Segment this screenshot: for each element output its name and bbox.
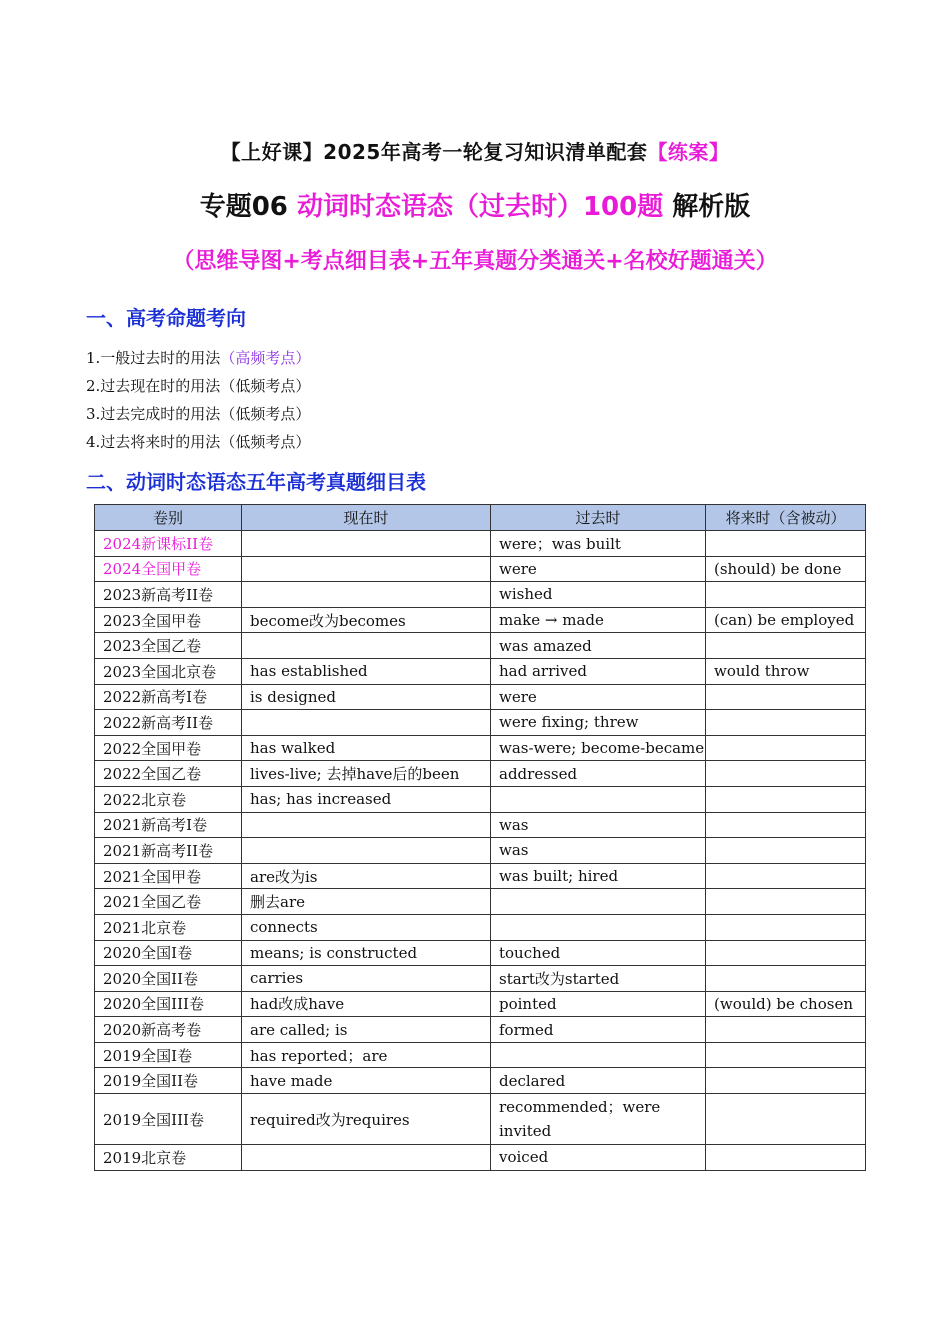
table-cell: are改为is <box>242 863 491 889</box>
table-cell: formed <box>491 1017 706 1043</box>
table-cell: 2022新高考I卷 <box>95 684 242 710</box>
table-cell: make → made <box>491 607 706 633</box>
table-cell: would throw <box>706 658 866 684</box>
table-row <box>95 1042 866 1068</box>
doc-title-line1 <box>0 136 950 165</box>
table-cell: 2023新高考II卷 <box>95 582 242 608</box>
table-cell: 2022新高考II卷 <box>95 710 242 736</box>
table-cell: 2019全国III卷 <box>95 1094 242 1145</box>
table-cell: had改成have <box>242 991 491 1017</box>
table-cell: (should) be done <box>706 556 866 582</box>
table-cell <box>242 710 491 736</box>
table-cell <box>242 556 491 582</box>
table-cell <box>491 914 706 940</box>
table-cell: 2021新高考I卷 <box>95 812 242 838</box>
table-cell <box>706 531 866 557</box>
table-cell: recommended；were invited <box>491 1094 706 1145</box>
table-cell <box>706 966 866 992</box>
table-cell <box>706 761 866 787</box>
table-cell <box>706 863 866 889</box>
table-cell <box>706 889 866 915</box>
column-header: 现在时 <box>242 505 491 531</box>
table-row <box>95 940 866 966</box>
table-cell <box>242 838 491 864</box>
table-cell: means; is constructed <box>242 940 491 966</box>
table-cell: connects <box>242 914 491 940</box>
exam-table <box>94 504 866 1171</box>
table-row <box>95 863 866 889</box>
table-cell <box>706 1145 866 1171</box>
table-cell: 2023全国甲卷 <box>95 607 242 633</box>
table-cell: 2023全国乙卷 <box>95 633 242 659</box>
table-cell: were；was built <box>491 531 706 557</box>
column-header: 过去时 <box>491 505 706 531</box>
table-body <box>95 531 866 1171</box>
table-row <box>95 1094 866 1145</box>
section2-heading: 二、动词时态语态五年高考真题细目表 <box>86 470 426 494</box>
column-header: 卷别 <box>95 505 242 531</box>
table-cell: lives-live; 去掉have后的been <box>242 761 491 787</box>
title-highlight: 【练案】 <box>647 140 730 164</box>
table-cell <box>491 786 706 812</box>
table-cell <box>706 940 866 966</box>
table-row <box>95 556 866 582</box>
table-cell: had arrived <box>491 658 706 684</box>
table-cell <box>242 531 491 557</box>
table-row <box>95 889 866 915</box>
table-cell: 2021全国乙卷 <box>95 889 242 915</box>
table-cell: 2020全国II卷 <box>95 966 242 992</box>
table-cell: has walked <box>242 735 491 761</box>
edition-label: 解析版 <box>663 192 751 222</box>
table-cell <box>706 735 866 761</box>
table-cell <box>242 812 491 838</box>
table-cell: 2020全国III卷 <box>95 991 242 1017</box>
table-cell <box>491 889 706 915</box>
table-cell: pointed <box>491 991 706 1017</box>
table-row <box>95 1145 866 1171</box>
list-item: 4.过去将来时的用法（低频考点） <box>86 433 311 451</box>
list-item: 2.过去现在时的用法（低频考点） <box>86 377 311 395</box>
table-cell: 2021全国甲卷 <box>95 863 242 889</box>
table-cell: 2024全国甲卷 <box>95 556 242 582</box>
list-item: 3.过去完成时的用法（低频考点） <box>86 405 311 423</box>
table-cell <box>706 812 866 838</box>
table-cell <box>706 1017 866 1043</box>
table-row <box>95 710 866 736</box>
table-cell: voiced <box>491 1145 706 1171</box>
table-cell: 删去are <box>242 889 491 915</box>
list-item: 1.一般过去时的用法（高频考点） <box>86 349 311 367</box>
table-cell: is designed <box>242 684 491 710</box>
table-cell: was built; hired <box>491 863 706 889</box>
table-cell: was <box>491 838 706 864</box>
table-cell: (can) be employed <box>706 607 866 633</box>
table-cell: have made <box>242 1068 491 1094</box>
table-cell: addressed <box>491 761 706 787</box>
table-cell: carries <box>242 966 491 992</box>
table-cell: 2019全国II卷 <box>95 1068 242 1094</box>
table-row <box>95 786 866 812</box>
table-row <box>95 633 866 659</box>
table-cell <box>706 1068 866 1094</box>
table-row <box>95 684 866 710</box>
table-row <box>95 1017 866 1043</box>
table-cell: 2023全国北京卷 <box>95 658 242 684</box>
table-row <box>95 812 866 838</box>
topic-number: 专题06 <box>199 192 297 222</box>
table-row <box>95 1068 866 1094</box>
table-row <box>95 991 866 1017</box>
table-cell: 2022全国乙卷 <box>95 761 242 787</box>
table-cell: 2020全国I卷 <box>95 940 242 966</box>
table-cell <box>706 914 866 940</box>
table-row <box>95 761 866 787</box>
table-row <box>95 735 866 761</box>
table-row <box>95 966 866 992</box>
table-cell <box>706 786 866 812</box>
table-cell <box>706 1042 866 1068</box>
table-cell <box>491 1042 706 1068</box>
table-row <box>95 531 866 557</box>
table-cell: touched <box>491 940 706 966</box>
table-cell: start改为started <box>491 966 706 992</box>
table-cell: were <box>491 556 706 582</box>
table-cell: 2020新高考卷 <box>95 1017 242 1043</box>
table-cell: has reported；are <box>242 1042 491 1068</box>
table-cell: are called; is <box>242 1017 491 1043</box>
table-row <box>95 914 866 940</box>
table-cell <box>706 1094 866 1145</box>
doc-title-line2 <box>0 186 950 223</box>
table-row <box>95 582 866 608</box>
table-cell: wished <box>491 582 706 608</box>
table-cell: required改为requires <box>242 1094 491 1145</box>
table-cell <box>706 838 866 864</box>
topic-title: 动词时态语态（过去时）100题 <box>296 192 664 222</box>
table-row <box>95 607 866 633</box>
table-cell <box>706 710 866 736</box>
table-cell: 2019北京卷 <box>95 1145 242 1171</box>
table-cell: has established <box>242 658 491 684</box>
table-cell: 2019全国I卷 <box>95 1042 242 1068</box>
table-cell: was amazed <box>491 633 706 659</box>
table-cell <box>706 633 866 659</box>
table-cell <box>242 1145 491 1171</box>
table-cell: declared <box>491 1068 706 1094</box>
table-cell <box>706 684 866 710</box>
table-cell: 2024新课标II卷 <box>95 531 242 557</box>
table-cell: were fixing; threw <box>491 710 706 736</box>
table-cell: 2022北京卷 <box>95 786 242 812</box>
table-row <box>95 658 866 684</box>
table-cell: 2022全国甲卷 <box>95 735 242 761</box>
table-cell: 2021北京卷 <box>95 914 242 940</box>
table-cell: 2021新高考II卷 <box>95 838 242 864</box>
table-cell: was-were; become-became <box>491 735 706 761</box>
table-row <box>95 838 866 864</box>
table-cell: (would) be chosen <box>706 991 866 1017</box>
doc-subtitle: （思维导图+考点细目表+五年真题分类通关+名校好题通关） <box>172 249 778 274</box>
section1-heading: 一、高考命题考向 <box>86 306 246 330</box>
table-header-row <box>95 505 866 531</box>
table-cell <box>242 582 491 608</box>
table-cell: were <box>491 684 706 710</box>
column-header: 将来时（含被动） <box>706 505 866 531</box>
exam-direction-list <box>86 344 310 456</box>
table-cell: has; has increased <box>242 786 491 812</box>
title-prefix: 【上好课】2025年高考一轮复习知识清单配套 <box>220 140 648 164</box>
table-cell: become改为becomes <box>242 607 491 633</box>
table-cell: was <box>491 812 706 838</box>
table-cell <box>706 582 866 608</box>
table-cell <box>242 633 491 659</box>
